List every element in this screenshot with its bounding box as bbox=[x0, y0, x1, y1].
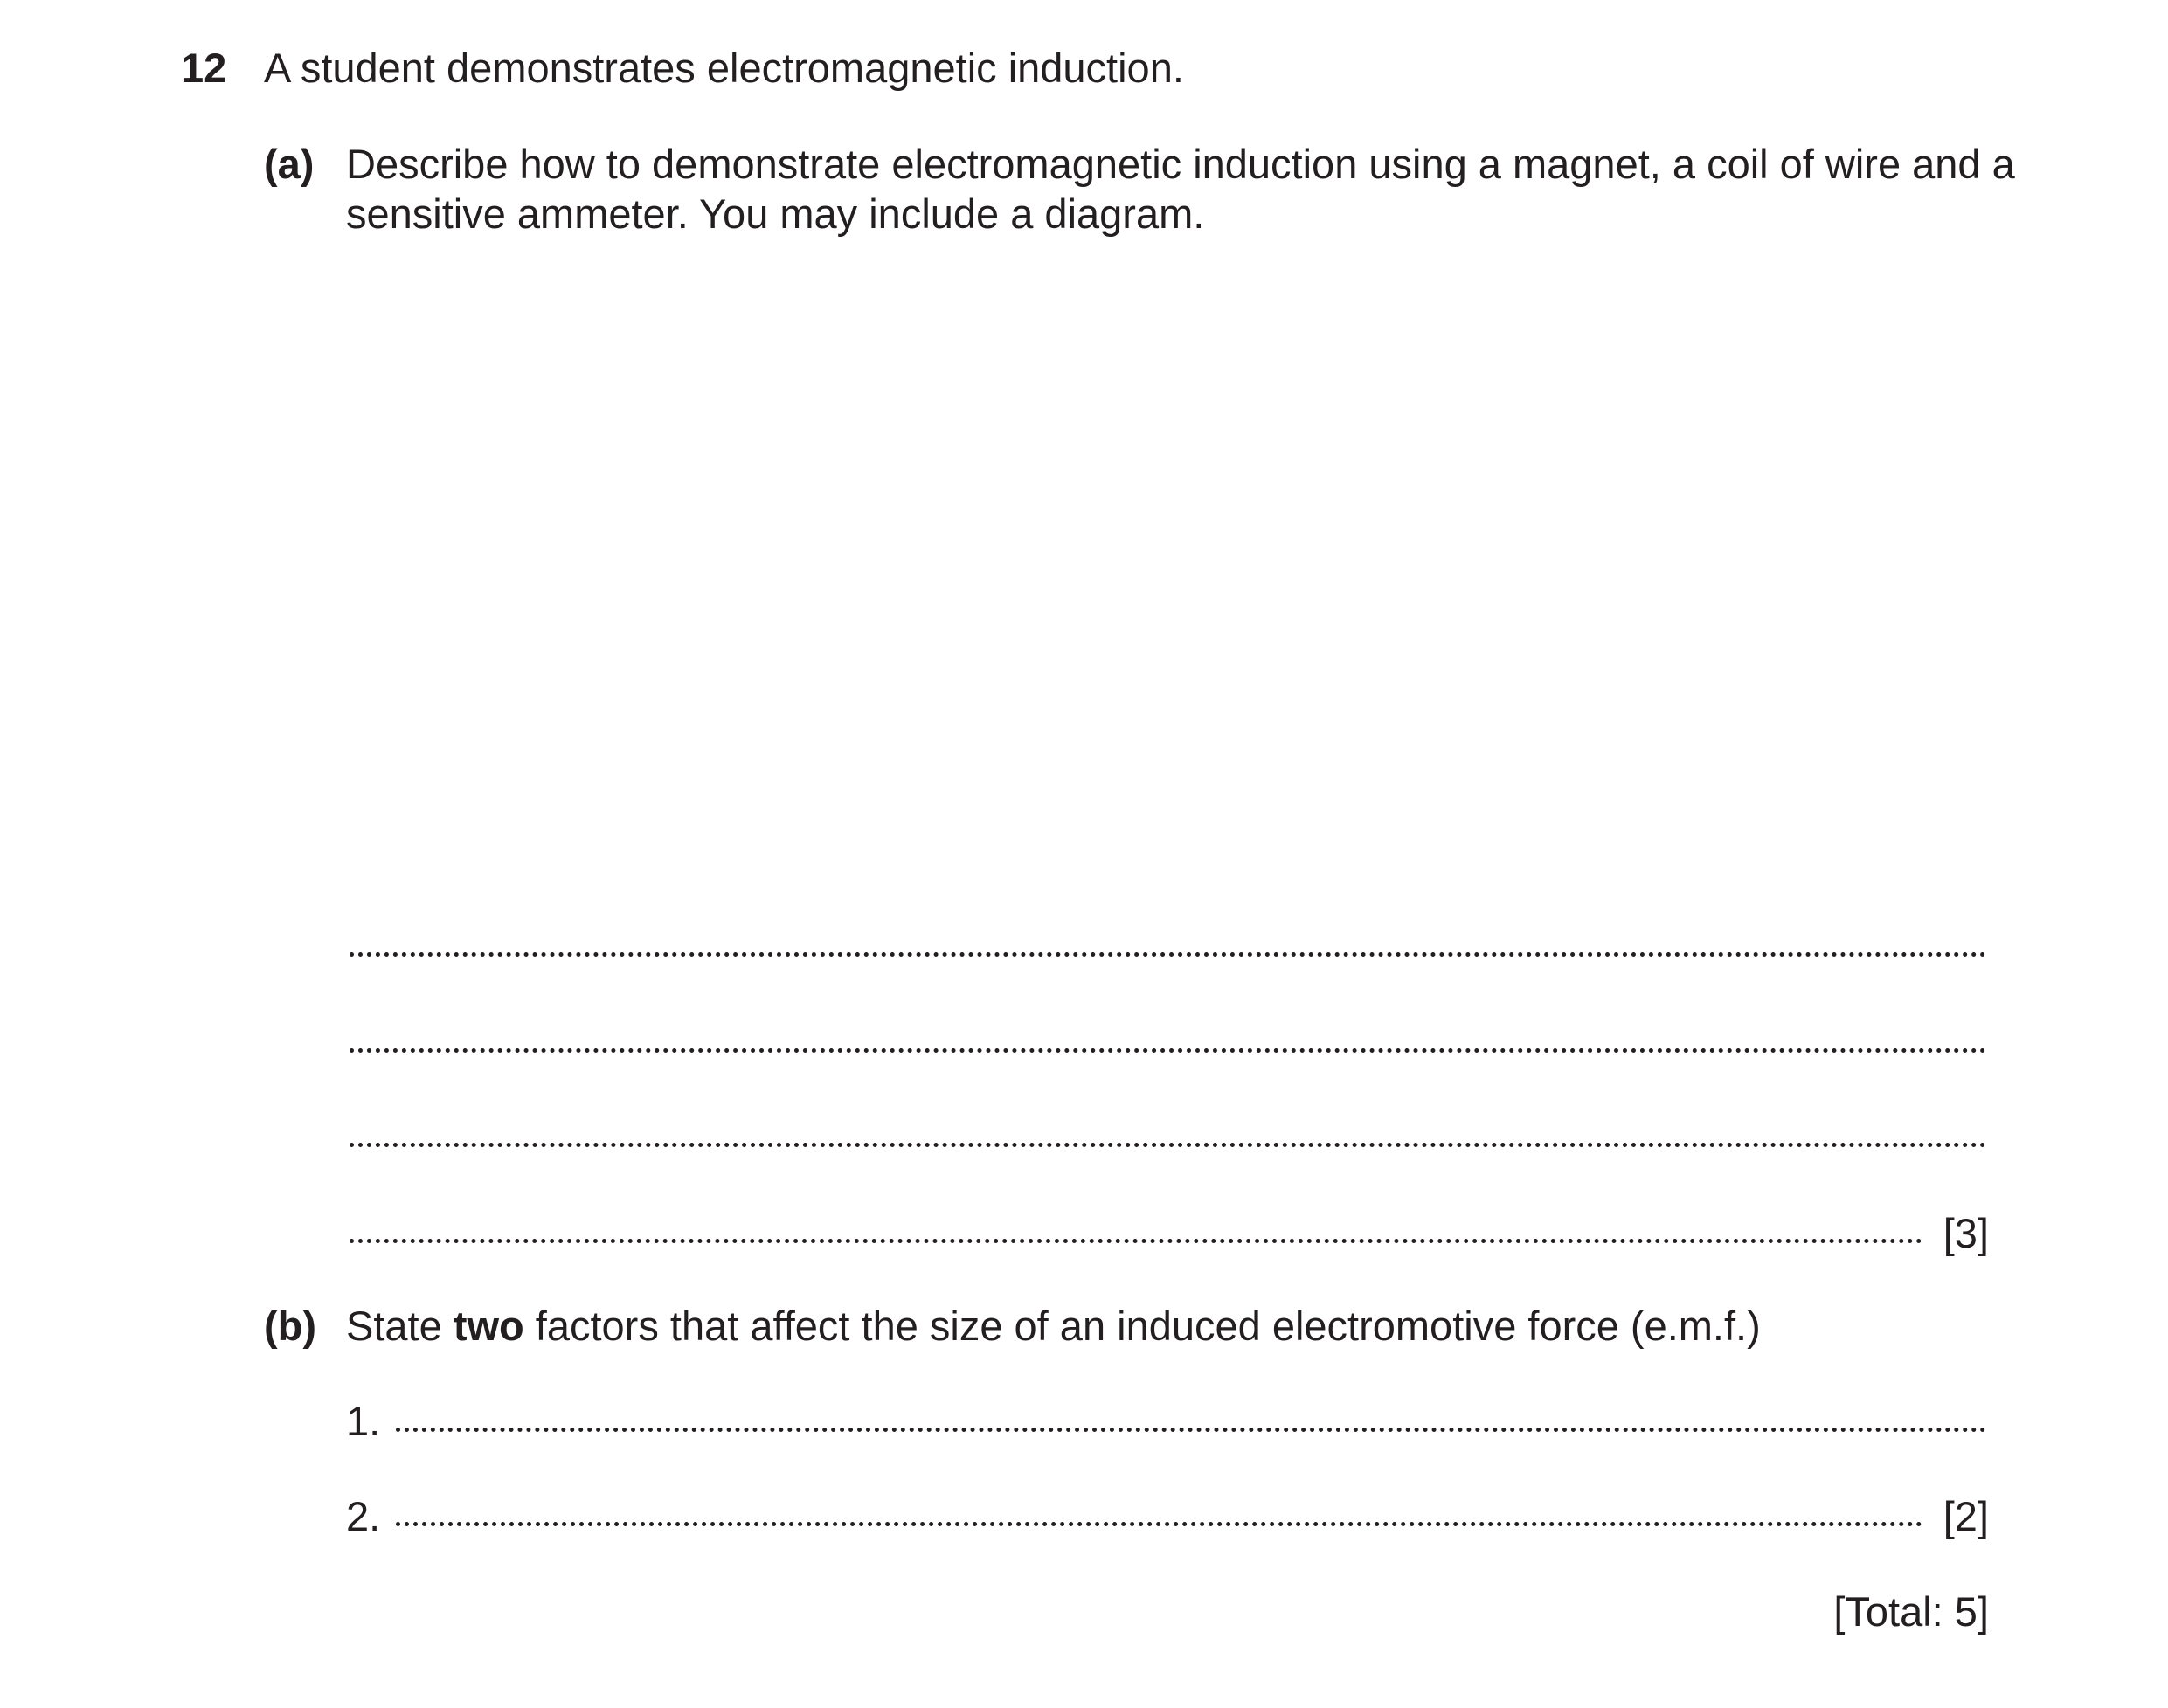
answer-line-a1[interactable] bbox=[350, 952, 1986, 957]
answer-line-b1[interactable] bbox=[396, 1428, 1986, 1432]
answer-line-a4[interactable] bbox=[350, 1239, 1922, 1243]
part-b-text-after: factors that affect the size of an induced electromotive force (e.m.f.) bbox=[523, 1303, 1761, 1349]
part-b-text-before: State bbox=[346, 1303, 454, 1349]
part-a-text-line2: sensitive ammeter. You may include a diagram. bbox=[346, 190, 1205, 237]
total-marks: [Total: 5] bbox=[1833, 1588, 1989, 1635]
part-b-marks: [2] bbox=[1943, 1493, 1989, 1539]
part-b-label: (b) bbox=[264, 1303, 317, 1349]
part-b-item1-label: 1. bbox=[346, 1398, 381, 1444]
question-stem: A student demonstrates electromagnetic induction. bbox=[264, 45, 1184, 91]
part-b-text-bold: two bbox=[453, 1303, 524, 1349]
question-number: 12 bbox=[181, 45, 227, 91]
answer-line-a3[interactable] bbox=[350, 1143, 1986, 1147]
part-a-label: (a) bbox=[264, 141, 315, 187]
part-b-item2-label: 2. bbox=[346, 1493, 381, 1539]
diagram-space[interactable] bbox=[346, 253, 1989, 917]
part-b-text bbox=[346, 1300, 1761, 1352]
answer-line-a2[interactable] bbox=[350, 1048, 1986, 1053]
answer-line-b2[interactable] bbox=[396, 1522, 1922, 1526]
part-a-marks: [3] bbox=[1943, 1210, 1989, 1256]
part-a-text-line1: Describe how to demonstrate electromagnetic induction using a magnet, a coil of wire and a bbox=[346, 141, 2015, 187]
